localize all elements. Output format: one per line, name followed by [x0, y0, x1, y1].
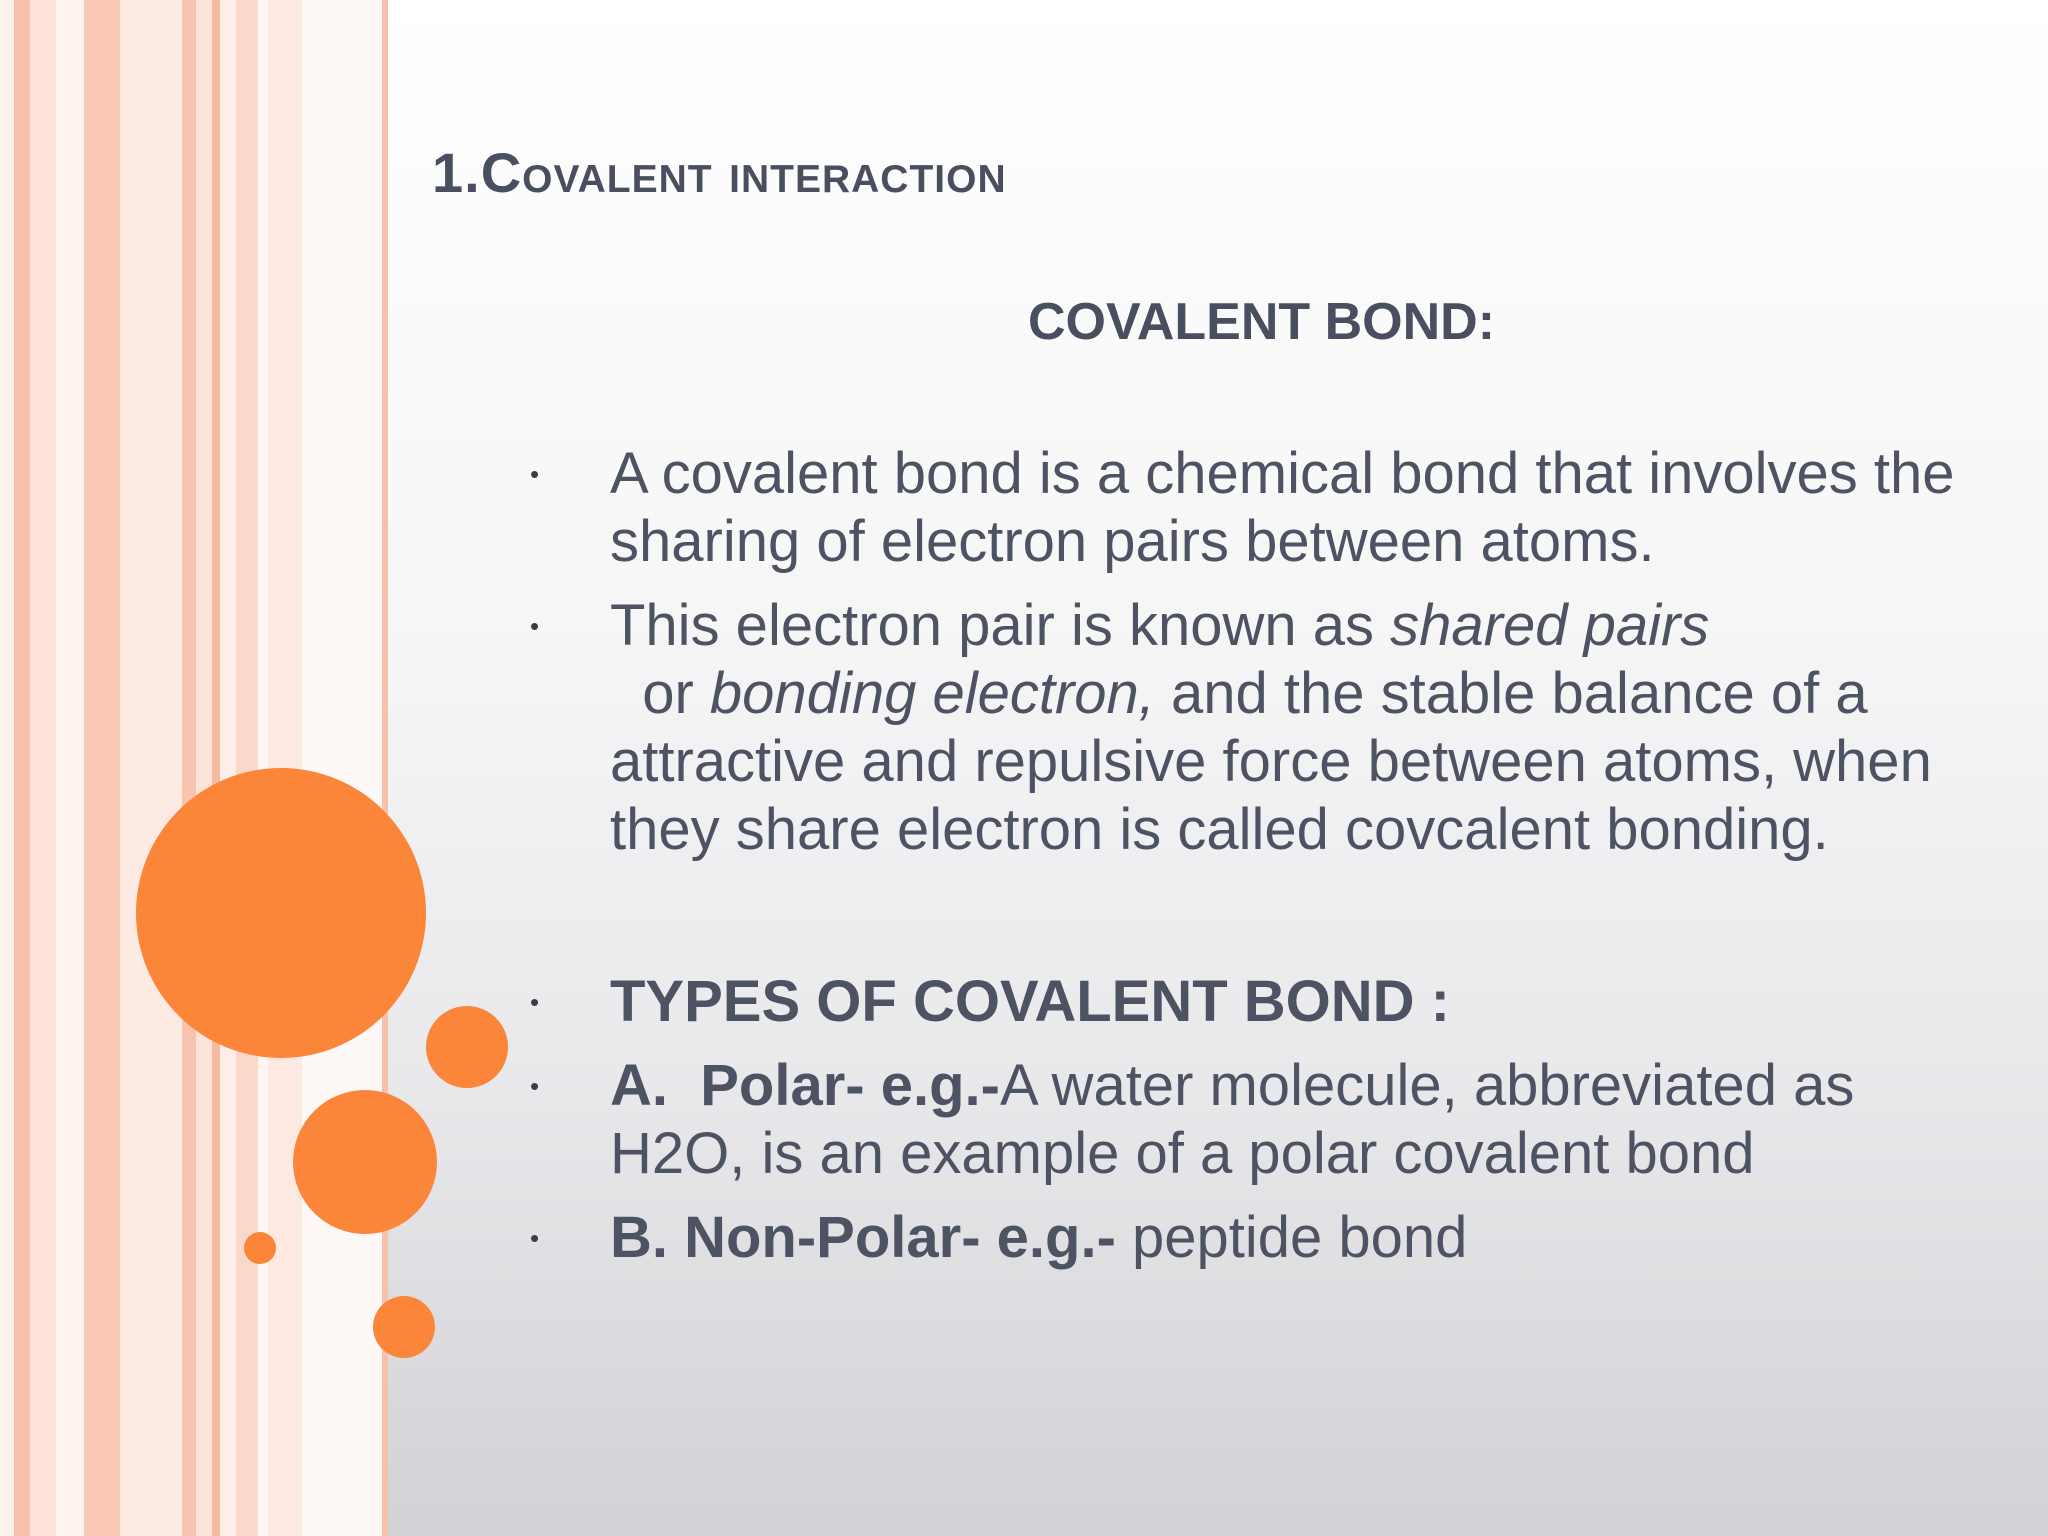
tiny-circle: [244, 1232, 276, 1264]
types-heading: TYPES OF COVALENT BOND :: [610, 969, 1450, 1034]
bullet-text: peptide bond: [1115, 1205, 1468, 1270]
bullet-item: [530, 1052, 1990, 1188]
decorative-circles: [0, 0, 500, 1536]
bullet-item: [530, 1204, 1990, 1272]
italic-term: shared pairs: [1390, 593, 1710, 658]
bullet-text: or: [610, 661, 710, 726]
bullet-item: [530, 592, 1990, 864]
italic-term: bonding electron,: [709, 661, 1155, 726]
medium-circle: [293, 1090, 437, 1234]
bullet-dot: •: [530, 611, 540, 641]
slide-title: 1.Covalent interaction: [432, 141, 1007, 204]
bullet-list: [530, 440, 1990, 1272]
bullet-dot: •: [530, 459, 540, 489]
small-circle: [426, 1006, 508, 1088]
bullet-text: This electron pair is known as: [610, 593, 1391, 658]
large-circle: [136, 768, 426, 1058]
bullet-dot: •: [530, 1071, 540, 1101]
bullet-dot: •: [530, 987, 540, 1017]
bullet-label: B. Non-Polar- e.g.-: [610, 1205, 1116, 1270]
bullet-label: A. Polar- e.g.-: [610, 1053, 1000, 1118]
bullet-dot: •: [530, 1223, 540, 1253]
slide-subtitle: COVALENT BOND:: [1028, 293, 1496, 351]
bullet-text: A water molecule, abbreviated as H2O, is an example of a polar covalent bond: [610, 1053, 1855, 1186]
bullet-item: [530, 968, 1990, 1036]
bullet-text: A covalent bond is a chemical bond that involves the sharing of electron pairs between atoms.: [610, 441, 1955, 574]
small-circle: [373, 1296, 435, 1358]
bullet-text: and the stable balance of a attractive and repulsive force between atoms, when they share electron is called covcalent bonding.: [610, 661, 1932, 862]
bullet-item: [530, 440, 1990, 576]
